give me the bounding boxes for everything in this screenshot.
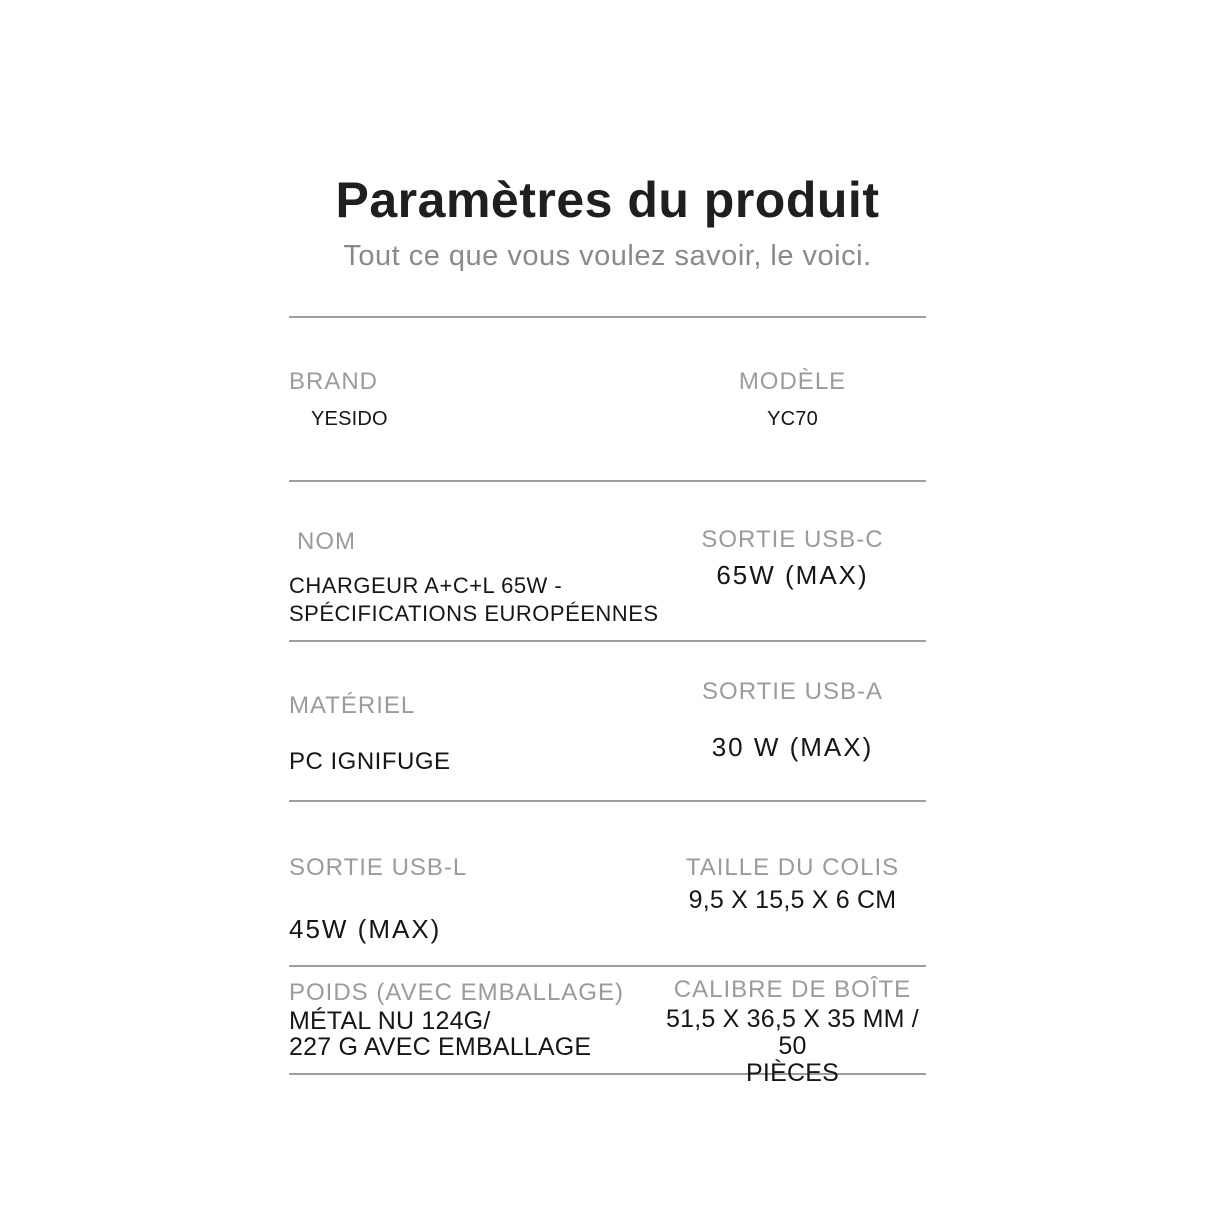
spec-label: BRAND bbox=[289, 368, 379, 395]
spec-label: TAILLE DU COLIS bbox=[685, 854, 900, 881]
spec-label: MATÉRIEL bbox=[289, 692, 416, 719]
spec-value: 45W (MAX) bbox=[289, 914, 442, 944]
spec-value: 65W (MAX) bbox=[716, 560, 869, 590]
spec-value-line: 51,5 X 36,5 X 35 MM / 50 bbox=[666, 1005, 919, 1060]
spec-row-usbl-colis bbox=[289, 800, 926, 965]
spec-value bbox=[289, 572, 659, 628]
cell-taille-du-colis bbox=[659, 802, 926, 965]
spec-value bbox=[289, 1008, 659, 1060]
spec-value: YESIDO bbox=[311, 408, 388, 430]
spec-value-line: PIÈCES bbox=[746, 1059, 839, 1087]
spec-label: SORTIE USB-L bbox=[289, 854, 468, 881]
spec-label: SORTIE USB-C bbox=[701, 526, 884, 553]
spec-label: CALIBRE DE BOÎTE bbox=[673, 976, 912, 1003]
spec-value-line: 227 G AVEC EMBALLAGE bbox=[289, 1033, 592, 1061]
spec-value: 30 W (MAX) bbox=[711, 732, 874, 762]
cell-modele bbox=[659, 318, 926, 480]
cell-sortie-usb-a bbox=[659, 642, 926, 800]
cell-sortie-usb-l bbox=[289, 802, 659, 965]
spec-value bbox=[659, 1006, 926, 1087]
spec-row-nom-usbc bbox=[289, 480, 926, 640]
page-title: Paramètres du produit bbox=[335, 172, 880, 228]
cell-materiel bbox=[289, 642, 659, 800]
cell-sortie-usb-c bbox=[659, 482, 926, 640]
spec-value: 9,5 X 15,5 X 6 CM bbox=[688, 886, 897, 914]
spec-label: POIDS (AVEC EMBALLAGE) bbox=[289, 979, 624, 1006]
spec-label: SORTIE USB-A bbox=[702, 678, 883, 705]
page-subtitle: Tout ce que vous voulez savoir, le voici. bbox=[343, 240, 872, 272]
cell-nom bbox=[289, 482, 659, 640]
spec-value-line: SPÉCIFICATIONS EUROPÉENNES bbox=[289, 601, 659, 626]
spec-label: MODÈLE bbox=[738, 368, 847, 395]
spec-value: YC70 bbox=[767, 408, 818, 430]
spec-row-poids-calibre bbox=[289, 965, 926, 1087]
spec-value: PC IGNIFUGE bbox=[289, 748, 451, 775]
spec-row-materiel-usba bbox=[289, 640, 926, 800]
cell-brand bbox=[289, 318, 659, 480]
header bbox=[0, 172, 1215, 273]
spec-label: NOM bbox=[297, 528, 356, 555]
cell-poids bbox=[289, 967, 659, 1073]
spec-table bbox=[289, 316, 926, 1087]
spec-value-line: MÉTAL NU 124G/ bbox=[289, 1007, 491, 1035]
spec-row-brand-modele bbox=[289, 316, 926, 480]
spec-value-line: CHARGEUR A+C+L 65W - bbox=[289, 573, 563, 598]
cell-calibre-de-boite bbox=[659, 967, 926, 1087]
